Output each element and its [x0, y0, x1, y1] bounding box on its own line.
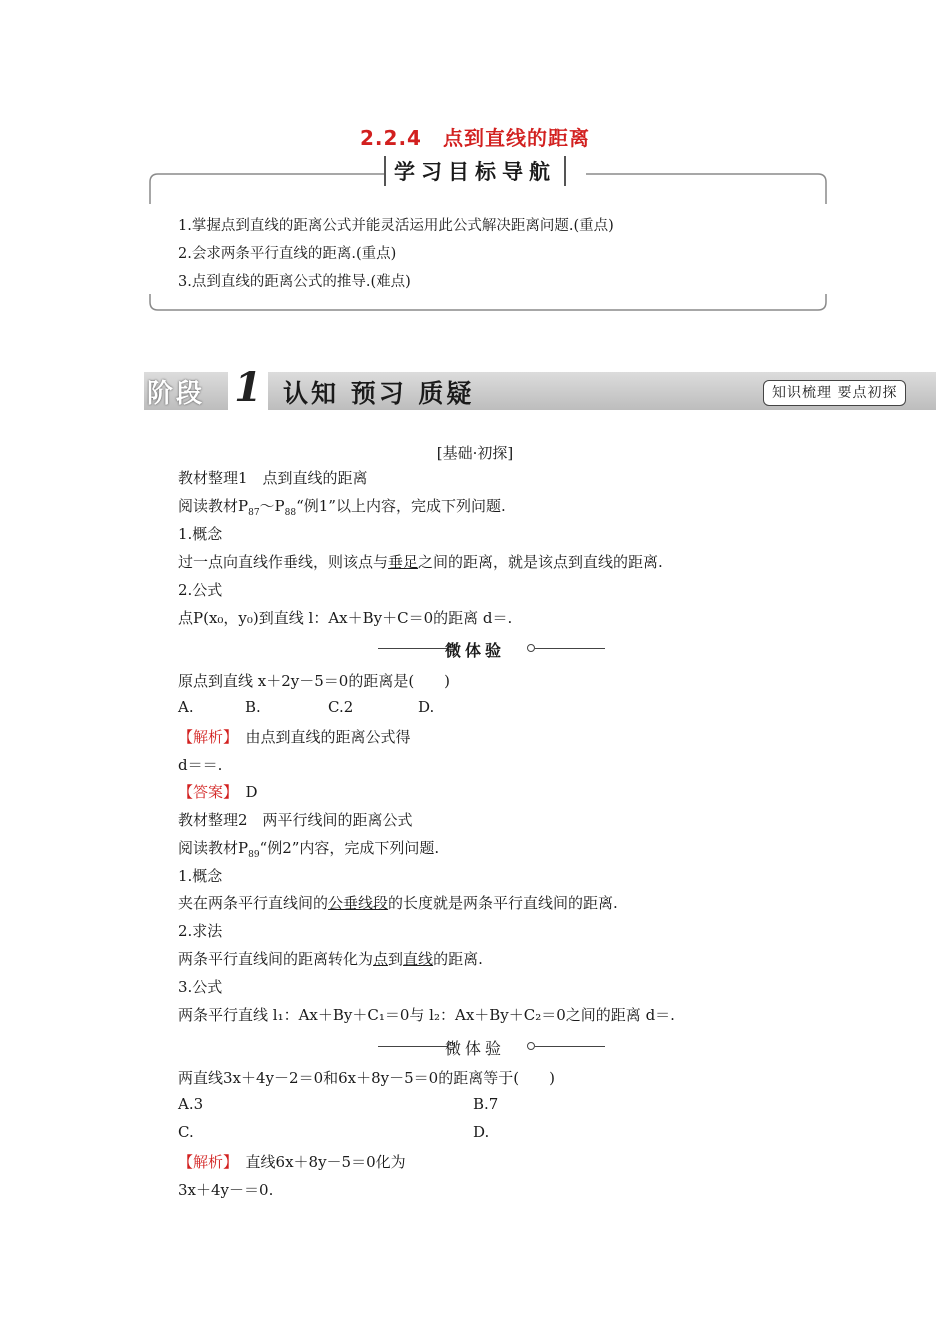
exp2-question: 两直线3x＋4y－2＝0和6x＋8y－5＝0的距离等于( ) — [178, 1069, 555, 1087]
exp2-dot-right — [527, 1042, 535, 1050]
exp1-label: 微体验 — [444, 641, 505, 660]
part2-concept-blank: 公垂线段 — [328, 894, 389, 912]
part2-method — [178, 948, 483, 969]
part2-formula-label: 3.公式 — [178, 978, 223, 996]
banner-tag: 知识梳理 要点初探 — [763, 380, 906, 406]
banner-number: 1 — [228, 366, 268, 410]
objective-item: 2.会求两条平行直线的距离.(重点) — [178, 246, 397, 262]
part1-concept-label: 1.概念 — [178, 525, 223, 543]
part1-concept-pre: 过一点向直线作垂线，则该点与 — [178, 553, 389, 571]
page-title: 2.2.4 点到直线的距离 — [360, 126, 590, 150]
part1-read-sub1: 87 — [248, 508, 260, 518]
part1-formula-label: 2.公式 — [178, 581, 223, 599]
exp1-option-c: C.2 — [328, 698, 354, 716]
objectives-heading-wrap — [0, 156, 950, 186]
exp2-analysis-line2: 3x＋4y－＝0. — [178, 1181, 274, 1199]
exp2-option-b: B.7 — [473, 1095, 499, 1113]
exp1-analysis — [178, 726, 411, 747]
part1-concept — [178, 551, 663, 572]
objectives-list — [178, 212, 614, 296]
part2-concept-pre: 夹在两条平行直线间的 — [178, 894, 329, 912]
part2-method-pre: 两条平行直线间的距离转化为 — [178, 950, 374, 968]
exp2-option-c: C. — [178, 1123, 194, 1141]
part1-read-mid: ～P — [259, 497, 285, 515]
part2-heading: 教材整理2 两平行线间的距离公式 — [178, 811, 413, 829]
exp2-analysis-tag: 【解析】 — [178, 1153, 231, 1171]
part2-method-mid: 到 — [388, 950, 404, 968]
exp1-answer-tag: 【答案】 — [178, 783, 231, 801]
part2-concept — [178, 892, 618, 913]
exp2-label: 微体验 — [444, 1039, 505, 1058]
part1-read-post: “例1”以上内容，完成下列问题. — [296, 497, 506, 515]
objective-item: 3.点到直线的距离公式的推导.(难点) — [178, 274, 411, 290]
objectives-heading: 学习目标导航 — [384, 156, 566, 186]
part1-concept-post: 之间的距离，就是该点到直线的距离. — [418, 553, 663, 571]
objective-item: 1.掌握点到直线的距离公式并能灵活运用此公式解决距离问题.(重点) — [178, 218, 614, 234]
part1-read-sub2: 88 — [284, 508, 297, 518]
exp1-answer — [178, 781, 258, 802]
exp1-option-a: A. — [178, 698, 194, 716]
exp1-answer-text: D — [245, 783, 258, 801]
part2-concept-post: 的长度就是两条平行直线间的距离. — [388, 894, 618, 912]
part2-method-blank2: 直线 — [403, 950, 434, 968]
part2-reading — [178, 837, 439, 860]
exp1-rule-right — [535, 648, 605, 649]
part2-read-post: “例2”内容，完成下列问题. — [259, 839, 440, 857]
exp1-dot-right — [527, 644, 535, 652]
exp2-analysis-text: 直线6x＋8y－5＝0化为 — [245, 1153, 406, 1171]
exp1-analysis-text: 由点到直线的距离公式得 — [245, 728, 411, 746]
part1-heading: 教材整理1 点到直线的距离 — [178, 469, 368, 487]
part1-reading — [178, 495, 506, 518]
part2-method-post: 的距离. — [433, 950, 483, 968]
part2-read-sub: 89 — [248, 850, 260, 860]
part1-concept-blank: 垂足 — [388, 553, 419, 571]
exp2-rule-right — [535, 1046, 605, 1047]
part1-read-pre: 阅读教材P — [178, 497, 249, 515]
exp1-option-d: D. — [418, 698, 435, 716]
part2-read-pre: 阅读教材P — [178, 839, 249, 857]
exp1-analysis-line2: d＝＝. — [178, 756, 223, 774]
part2-formula: 两条平行直线 l₁：Ax＋By＋C₁＝0与 l₂：Ax＋By＋C₂＝0之间的距离 d＝. — [178, 1006, 675, 1024]
part2-concept-label: 1.概念 — [178, 867, 223, 885]
exp1-option-b: B. — [245, 698, 261, 716]
exp1-analysis-tag: 【解析】 — [178, 728, 231, 746]
banner-title: 认知 预习 质疑 — [283, 379, 475, 408]
exp1-question: 原点到直线 x＋2y－5＝0的距离是( ) — [178, 672, 451, 690]
part1-formula: 点P(x₀，y₀)到直线 l：Ax＋By＋C＝0的距离 d＝. — [178, 609, 513, 627]
banner-stage: 阶段 — [147, 379, 206, 409]
part2-method-blank1: 点 — [373, 950, 389, 968]
exp2-option-a: A.3 — [178, 1095, 204, 1113]
exp2-analysis — [178, 1151, 406, 1172]
part2-method-label: 2.求法 — [178, 922, 223, 940]
exp2-option-d: D. — [473, 1123, 490, 1141]
section-label: [基础·初探] — [436, 444, 514, 462]
